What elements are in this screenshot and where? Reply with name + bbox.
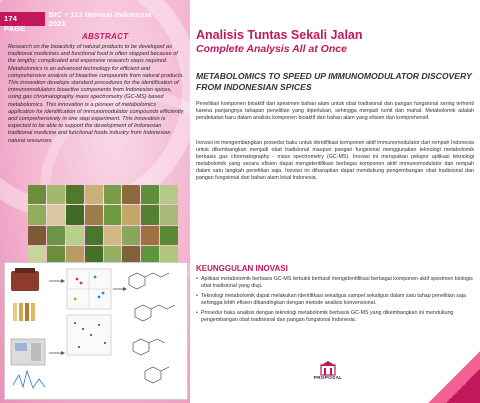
spice-photo (160, 226, 178, 245)
series-code: BIC (48, 10, 63, 19)
metabolomics-workflow-diagram (4, 262, 188, 400)
series-title: • 113 Inovasi Indonesia 2021 (48, 10, 152, 28)
spice-photo (85, 205, 103, 224)
spice-photo (28, 226, 46, 245)
abstract-text: Research on the bioactivity of natural products to be developed as traditional medicines and functional food is often stopped because of the lengthy, complicated and expensive research steps required. Metabolomics is an advanced technology for efficient and comprehensive analysis of bioactive compounds from natural products. This innovation develops standard procedures for the identification of immunomodulators bioactive components from Indonesian spices, using gas chromatography mass spectrometry (GC-MS) based metabolomics. This innovation is a pioneer of metabolomics application for identification of immunomodulator compounds efficiently and comprehensively in one step experiment. This innovation is expected to be able to support the development of Indonesian traditional medicine and functional foods industry from Indonesian natural resources. (8, 44, 184, 144)
spice-photo (160, 185, 178, 204)
spice-photo (122, 205, 140, 224)
right-panel (196, 0, 478, 403)
spice-photo (85, 226, 103, 245)
advantage-item: • Aplikasi metabolomik berbasis GC-MS terbukti berhasil mengidentifikasi berbagai komponen aktif spesimen biologis obat tradisional yang diuji. (196, 276, 474, 290)
spice-photo-mosaic (28, 185, 178, 265)
spice-photo (85, 185, 103, 204)
spice-photo (28, 205, 46, 224)
page-header (0, 10, 170, 33)
proposal-label: PROPOSAL (313, 376, 343, 381)
advantages-list (196, 276, 474, 328)
spice-photo (47, 226, 65, 245)
building-icon (319, 360, 337, 376)
spice-photo (141, 226, 159, 245)
spice-photo (47, 205, 65, 224)
innovation-title-indonesian: Analisis Tuntas Sekali Jalan (196, 28, 363, 42)
spice-photo (66, 226, 84, 245)
spice-photo (141, 185, 159, 204)
spice-photo (141, 205, 159, 224)
spice-photo (104, 205, 122, 224)
spice-photo (160, 205, 178, 224)
corner-decoration (446, 369, 480, 403)
advantages-heading: KEUNGGULAN INOVASI (196, 264, 288, 273)
spice-photo (66, 185, 84, 204)
header-series (45, 10, 170, 28)
spice-photo (122, 226, 140, 245)
spice-photo (28, 185, 46, 204)
page-number-tag: 174 PAGE (0, 12, 45, 26)
spice-photo (104, 185, 122, 204)
section-heading: METABOLOMICS TO SPEED UP IMMUNOMODULATOR DISCOVERY FROM INDONESIAN SPICES (196, 71, 472, 92)
advantage-item: • Teknologi metabolomik dapat melakukan identifikasi sekaligus sampel sekaligus dalam satu tahap penelitian saja sehingga lebih efisien dibandingkan dengan metode analisis konvensional. (196, 293, 474, 307)
advantage-item: • Prosedur baku analisis dengan teknologi metabolomik berbasis GC-MS yang dikembangkan ini mendukung pengembangan obat tradisional dan pangan fungsional Indonesia. (196, 310, 474, 324)
body-paragraph: Penelitian komponen bioaktif dari spesimen bahan alam untuk obat tradisional dan pangan fungsional sering terhenti karena panjangnya tahapan penelitian yang diperlukan, sehingga menjadi rumit dan mahal. Metabolomik adalah pendekatan baru dalam analisis komponen bioaktif dari bahan alam yang efisien dan komprehensif. (196, 101, 474, 122)
workflow-illustration (5, 263, 189, 401)
spice-photo (104, 226, 122, 245)
abstract-heading: ABSTRACT (82, 32, 129, 41)
spice-photo (122, 185, 140, 204)
innovation-title-english: Complete Analysis All at Once (196, 43, 347, 55)
proposal-badge (310, 360, 346, 381)
body-paragraph: Inovasi ini mengembangkan prosedur baku untuk identifikasi komponen aktif immunomodulator dari rempah Indonesia untuk dikembangkan menjadi obat tradisional maupun pangan fungsional menggunakan teknologi metabolomik berbasis gas chromatography - mass spectrometry (GC-MS). Inovasi ini merupakan pelopor aplikasi teknologi metabolomik yang secara efisien dapat mengidentifikasi berbagai komponen aktif immunomodulator dari rempah dalam satu langkah penelitian saja. Inovasi ini diharapkan dapat mendukung pengembangan obat tradisional dan pangan fungsional dari bahan alam lokal Indonesia. (196, 140, 474, 182)
spice-photo (66, 205, 84, 224)
spice-photo (47, 185, 65, 204)
left-panel (0, 0, 190, 403)
